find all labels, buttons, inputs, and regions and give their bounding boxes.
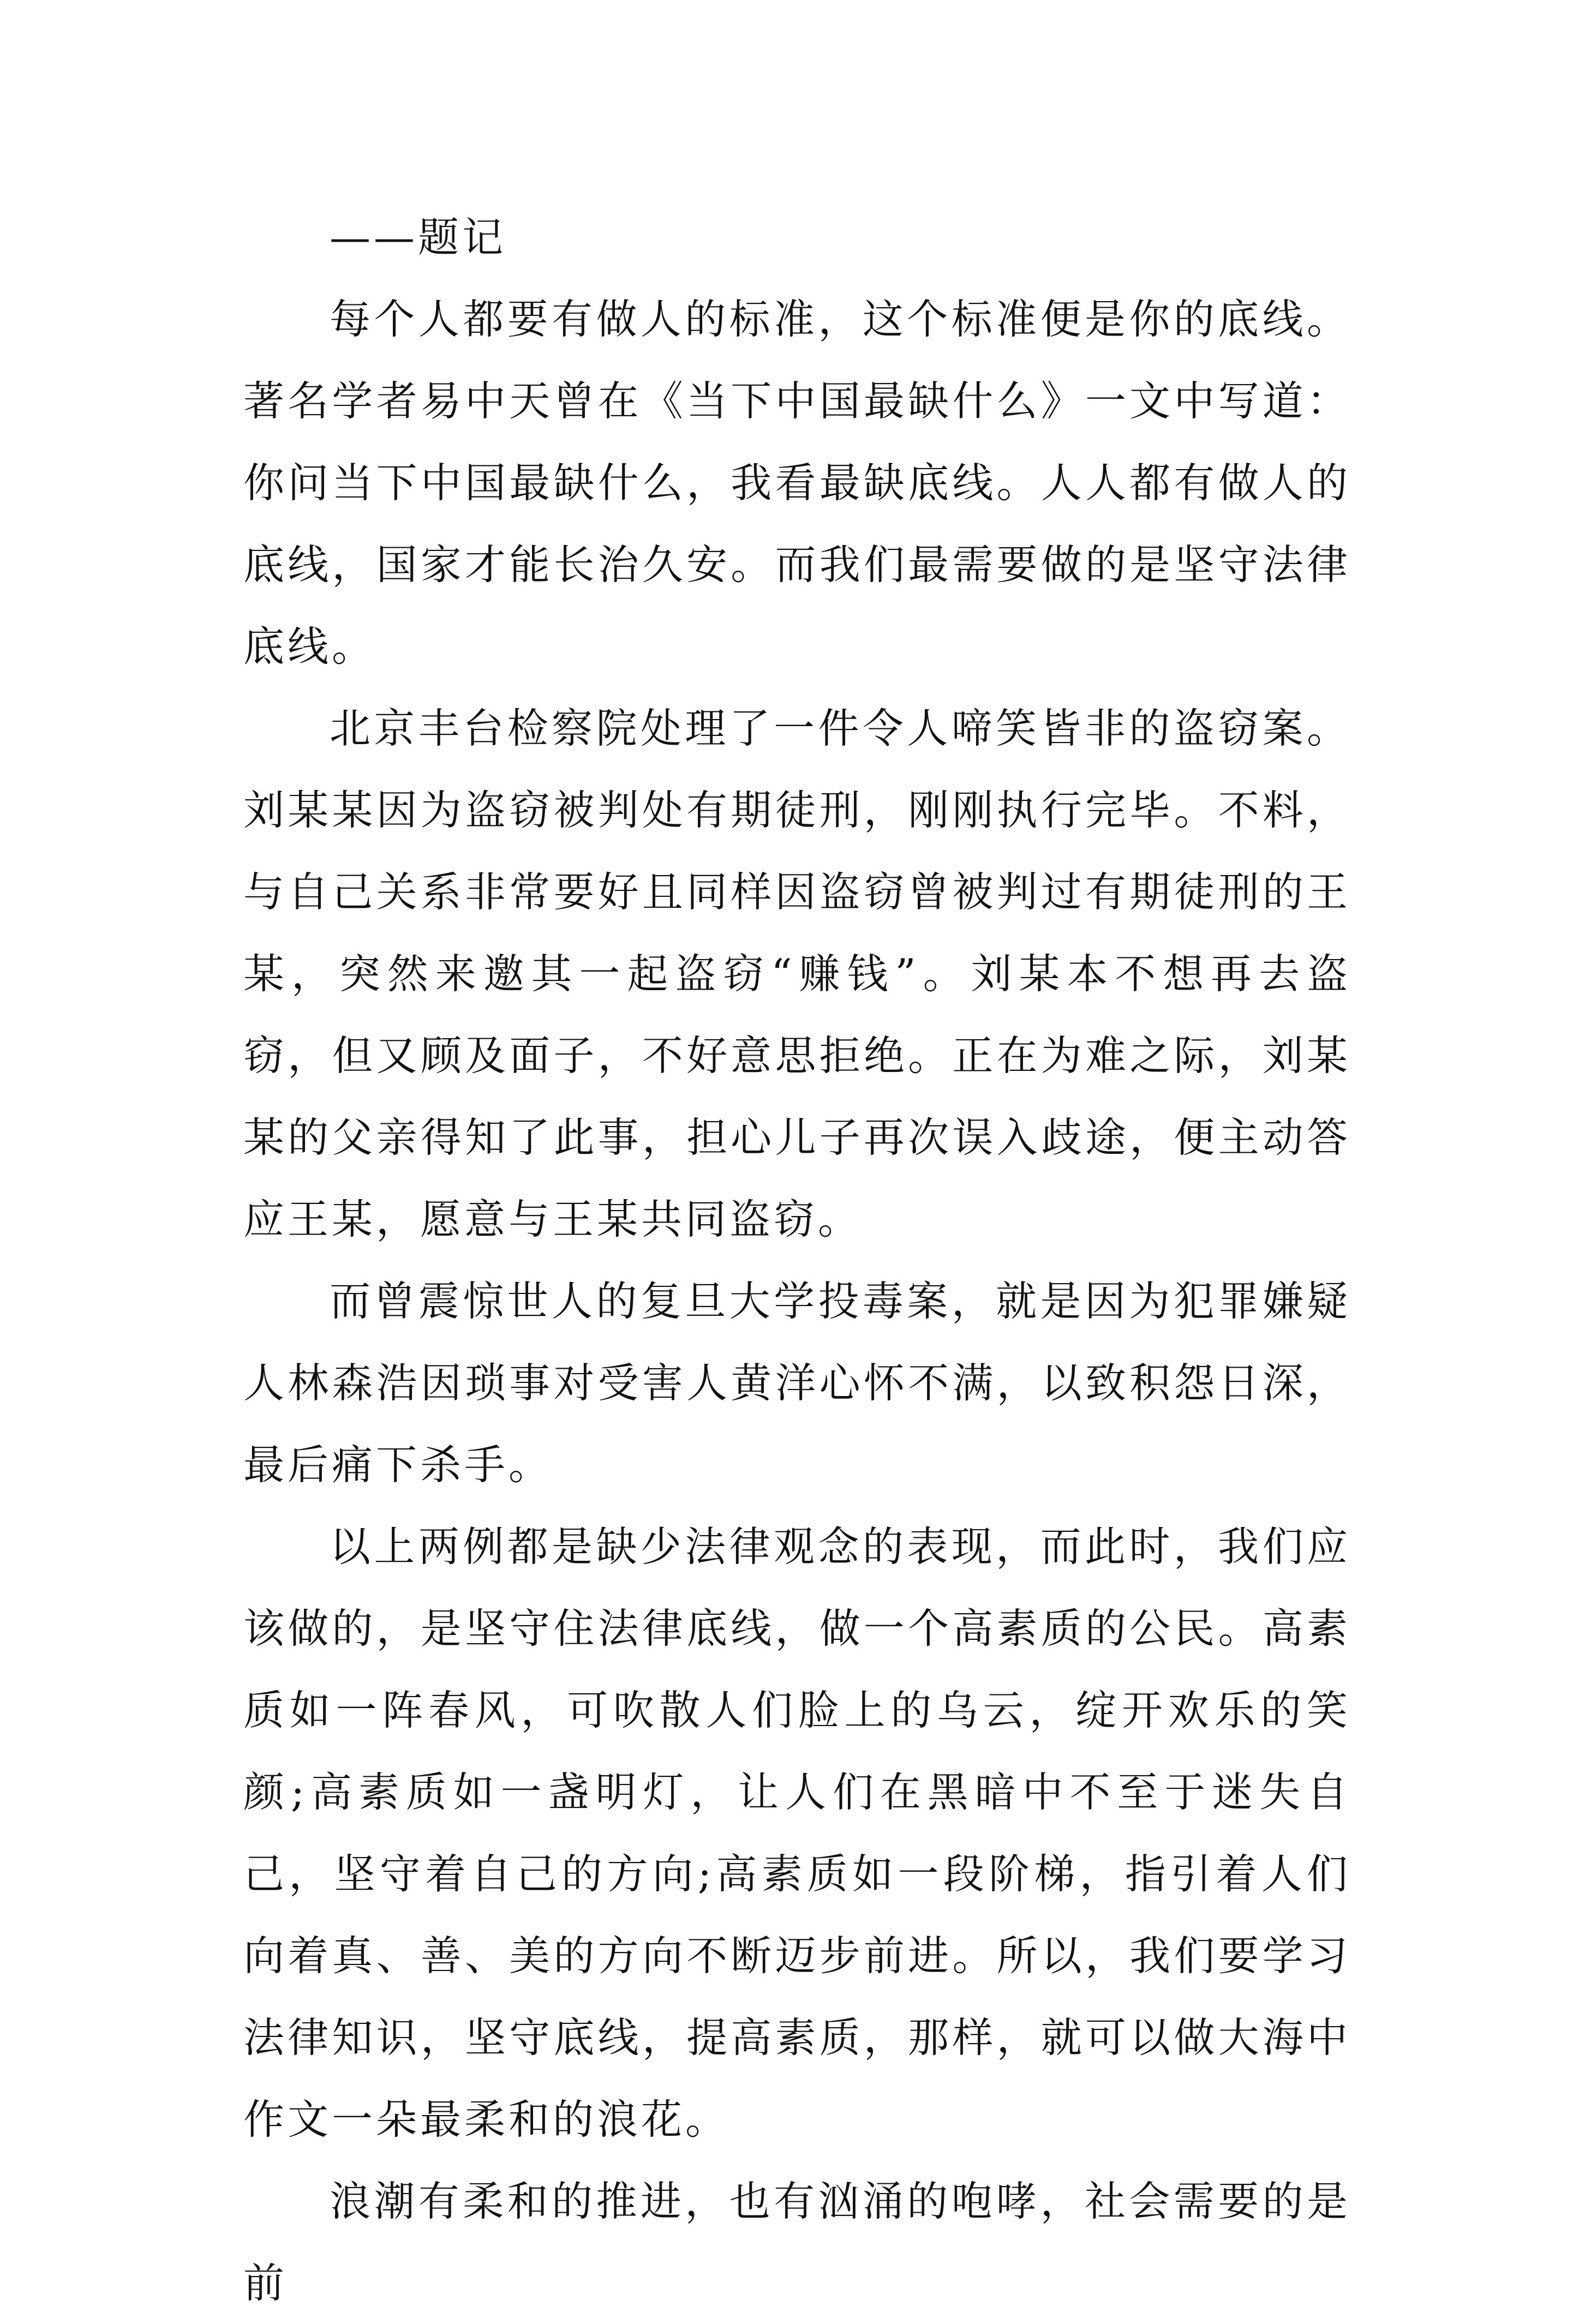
paragraph-2: 北京丰台检察院处理了一件令人啼笑皆非的盗窃案。刘某某因为盗窃被判处有期徒刑，刚刚执行完毕。不料，与自己关系非常要好且同样因盗窃曾被判过有期徒刑的王某，突然来邀其一起盗窃“赚钱”。刘某本不想再去盗窃，但又顾及面子，不好意思拒绝。正在为难之际，刘某某的父亲得知了此事，担心儿子再次误入歧途，便主动答应王某，愿意与王某共同盗窃。 — [243, 704, 1351, 1243]
paragraph-5: 浪潮有柔和的推进，也有汹涌的咆哮，社会需要的是前 — [243, 2177, 1351, 2307]
document-body — [243, 196, 1351, 2324]
paragraph-1: 每个人都要有做人的标准，这个标准便是你的底线。著名学者易中天曾在《当下中国最缺什么》一文中写道：你问当下中国最缺什么，我看最缺底线。人人都有做人的底线，国家才能长治久安。而我们最需要做的是坚守法律底线。 — [243, 295, 1351, 670]
paragraph-3: 而曾震惊世人的复旦大学投毒案，就是因为犯罪嫌疑人林森浩因琐事对受害人黄洋心怀不满，以致积怨日深，最后痛下杀手。 — [243, 1277, 1351, 1489]
paragraph-4: 以上两例都是缺少法律观念的表现，而此时，我们应该做的，是坚守住法律底线，做一个高素质的公民。高素质如一阵春风，可吹散人们脸上的乌云，绽开欢乐的笑颜;高素质如一盏明灯，让人们在黑暗中不至于迷失自己，坚守着自己的方向;高素质如一段阶梯，指引着人们向着真、善、美的方向不断迈步前进。所以，我们要学习法律知识，坚守底线，提高素质，那样，就可以做大海中作文一朵最柔和的浪花。 — [243, 1523, 1351, 2143]
epigraph: ——题记 — [330, 213, 507, 261]
